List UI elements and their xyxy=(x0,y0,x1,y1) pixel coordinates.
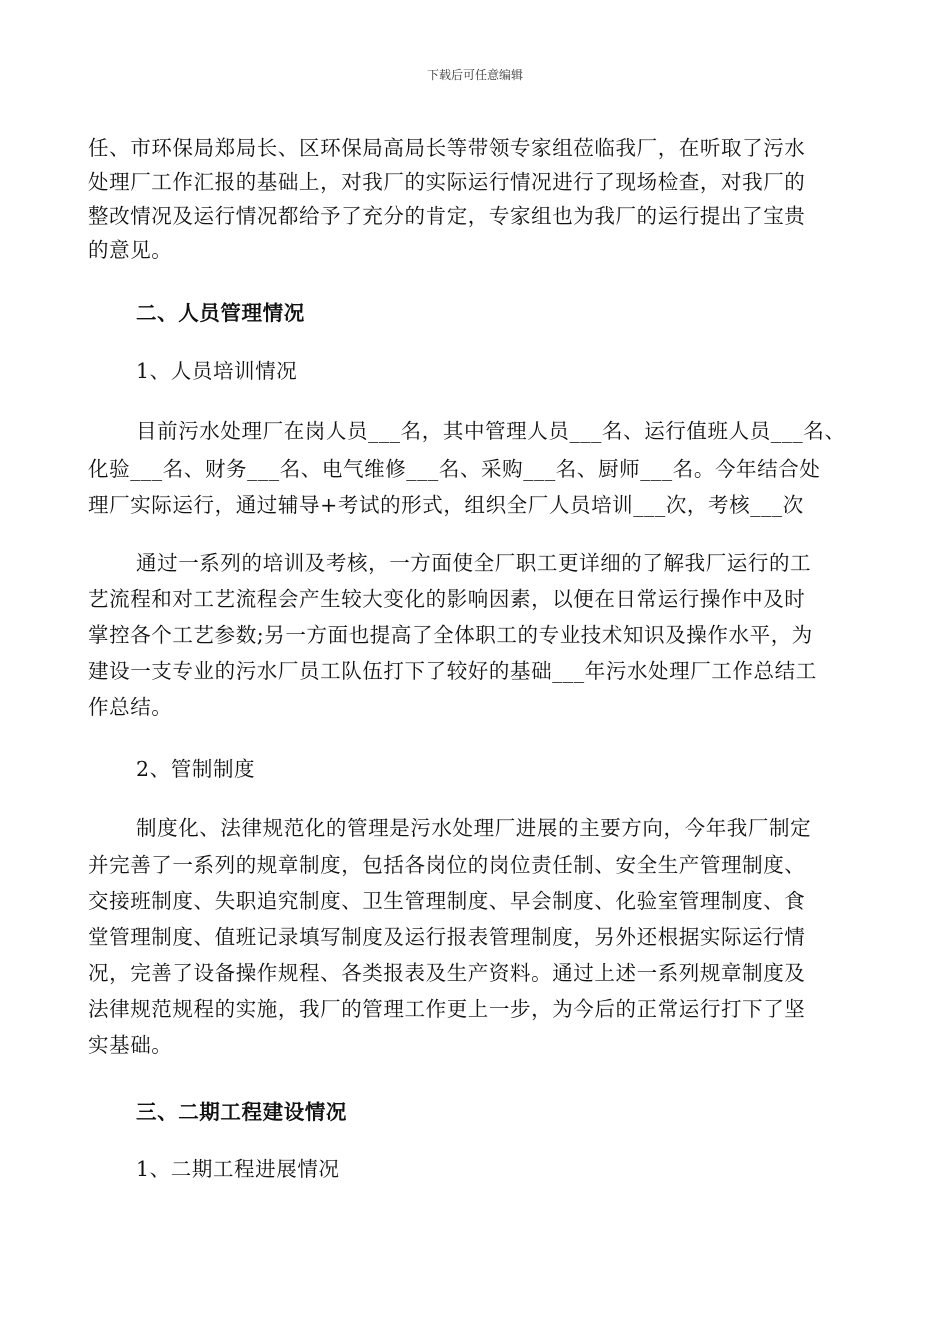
paragraph-line: 掌控各个工艺参数;另一方面也提高了全体职工的专业技术知识及操作水平，为 xyxy=(88,623,813,647)
paragraph-line: 建设一支专业的污水厂员工队伍打下了较好的基础___年污水处理厂工作总结工 xyxy=(88,659,817,683)
paragraph-line: 任、市环保局郑局长、区环保局高局长等带领专家组莅临我厂，在听取了污水 xyxy=(88,136,806,160)
paragraph-line: 作总结。 xyxy=(88,695,173,719)
paragraph-line: 况，完善了设备操作规程、各类报表及生产资料。通过上述一系列规章制度及 xyxy=(88,961,806,985)
page-header: 下载后可任意编辑 xyxy=(426,68,523,82)
paragraph-line: 目前污水处理厂在岗人员___名，其中管理人员___名、运行值班人员___名、 xyxy=(136,419,846,443)
paragraph-line: 理厂实际运行，通过辅导+考试的形式，组织全厂人员培训___次，考核___次 xyxy=(88,493,804,517)
paragraph-line: 艺流程和对工艺流程会产生较大变化的影响因素，以便在日常运行操作中及时 xyxy=(88,587,806,611)
paragraph-line: 实基础。 xyxy=(88,1033,173,1057)
paragraph-line: 整改情况及运行情况都给予了充分的肯定，专家组也为我厂的运行提出了宝贵 xyxy=(88,204,806,228)
paragraph-line: 化验___名、财务___名、电气维修___名、采购___名、厨师___名。今年结合处 xyxy=(88,457,821,481)
subsection-heading: 1、人员培训情况 xyxy=(136,359,298,383)
paragraph-line: 交接班制度、失职追究制度、卫生管理制度、早会制度、化验室管理制度、食 xyxy=(88,889,806,913)
paragraph-line: 处理厂工作汇报的基础上，对我厂的实际运行情况进行了现场检查，对我厂的 xyxy=(88,170,806,194)
paragraph-line: 并完善了一系列的规章制度，包括各岗位的岗位责任制、安全生产管理制度、 xyxy=(88,853,806,877)
subsection-heading: 1、二期工程进展情况 xyxy=(136,1157,340,1181)
section-heading: 三、二期工程建设情况 xyxy=(136,1100,347,1124)
paragraph-line: 通过一系列的培训及考核，一方面使全厂职工更详细的了解我厂运行的工 xyxy=(136,551,812,575)
paragraph-line: 的意见。 xyxy=(88,238,173,262)
subsection-heading: 2、管制制度 xyxy=(136,757,256,781)
paragraph-line: 法律规范规程的实施，我厂的管理工作更上一步，为今后的正常运行打下了坚 xyxy=(88,997,806,1021)
section-heading: 二、人员管理情况 xyxy=(136,301,305,325)
paragraph-line: 堂管理制度、值班记录填写制度及运行报表管理制度，另外还根据实际运行情 xyxy=(88,925,806,949)
paragraph-line: 制度化、法律规范化的管理是污水处理厂进展的主要方向，今年我厂制定 xyxy=(136,816,812,840)
